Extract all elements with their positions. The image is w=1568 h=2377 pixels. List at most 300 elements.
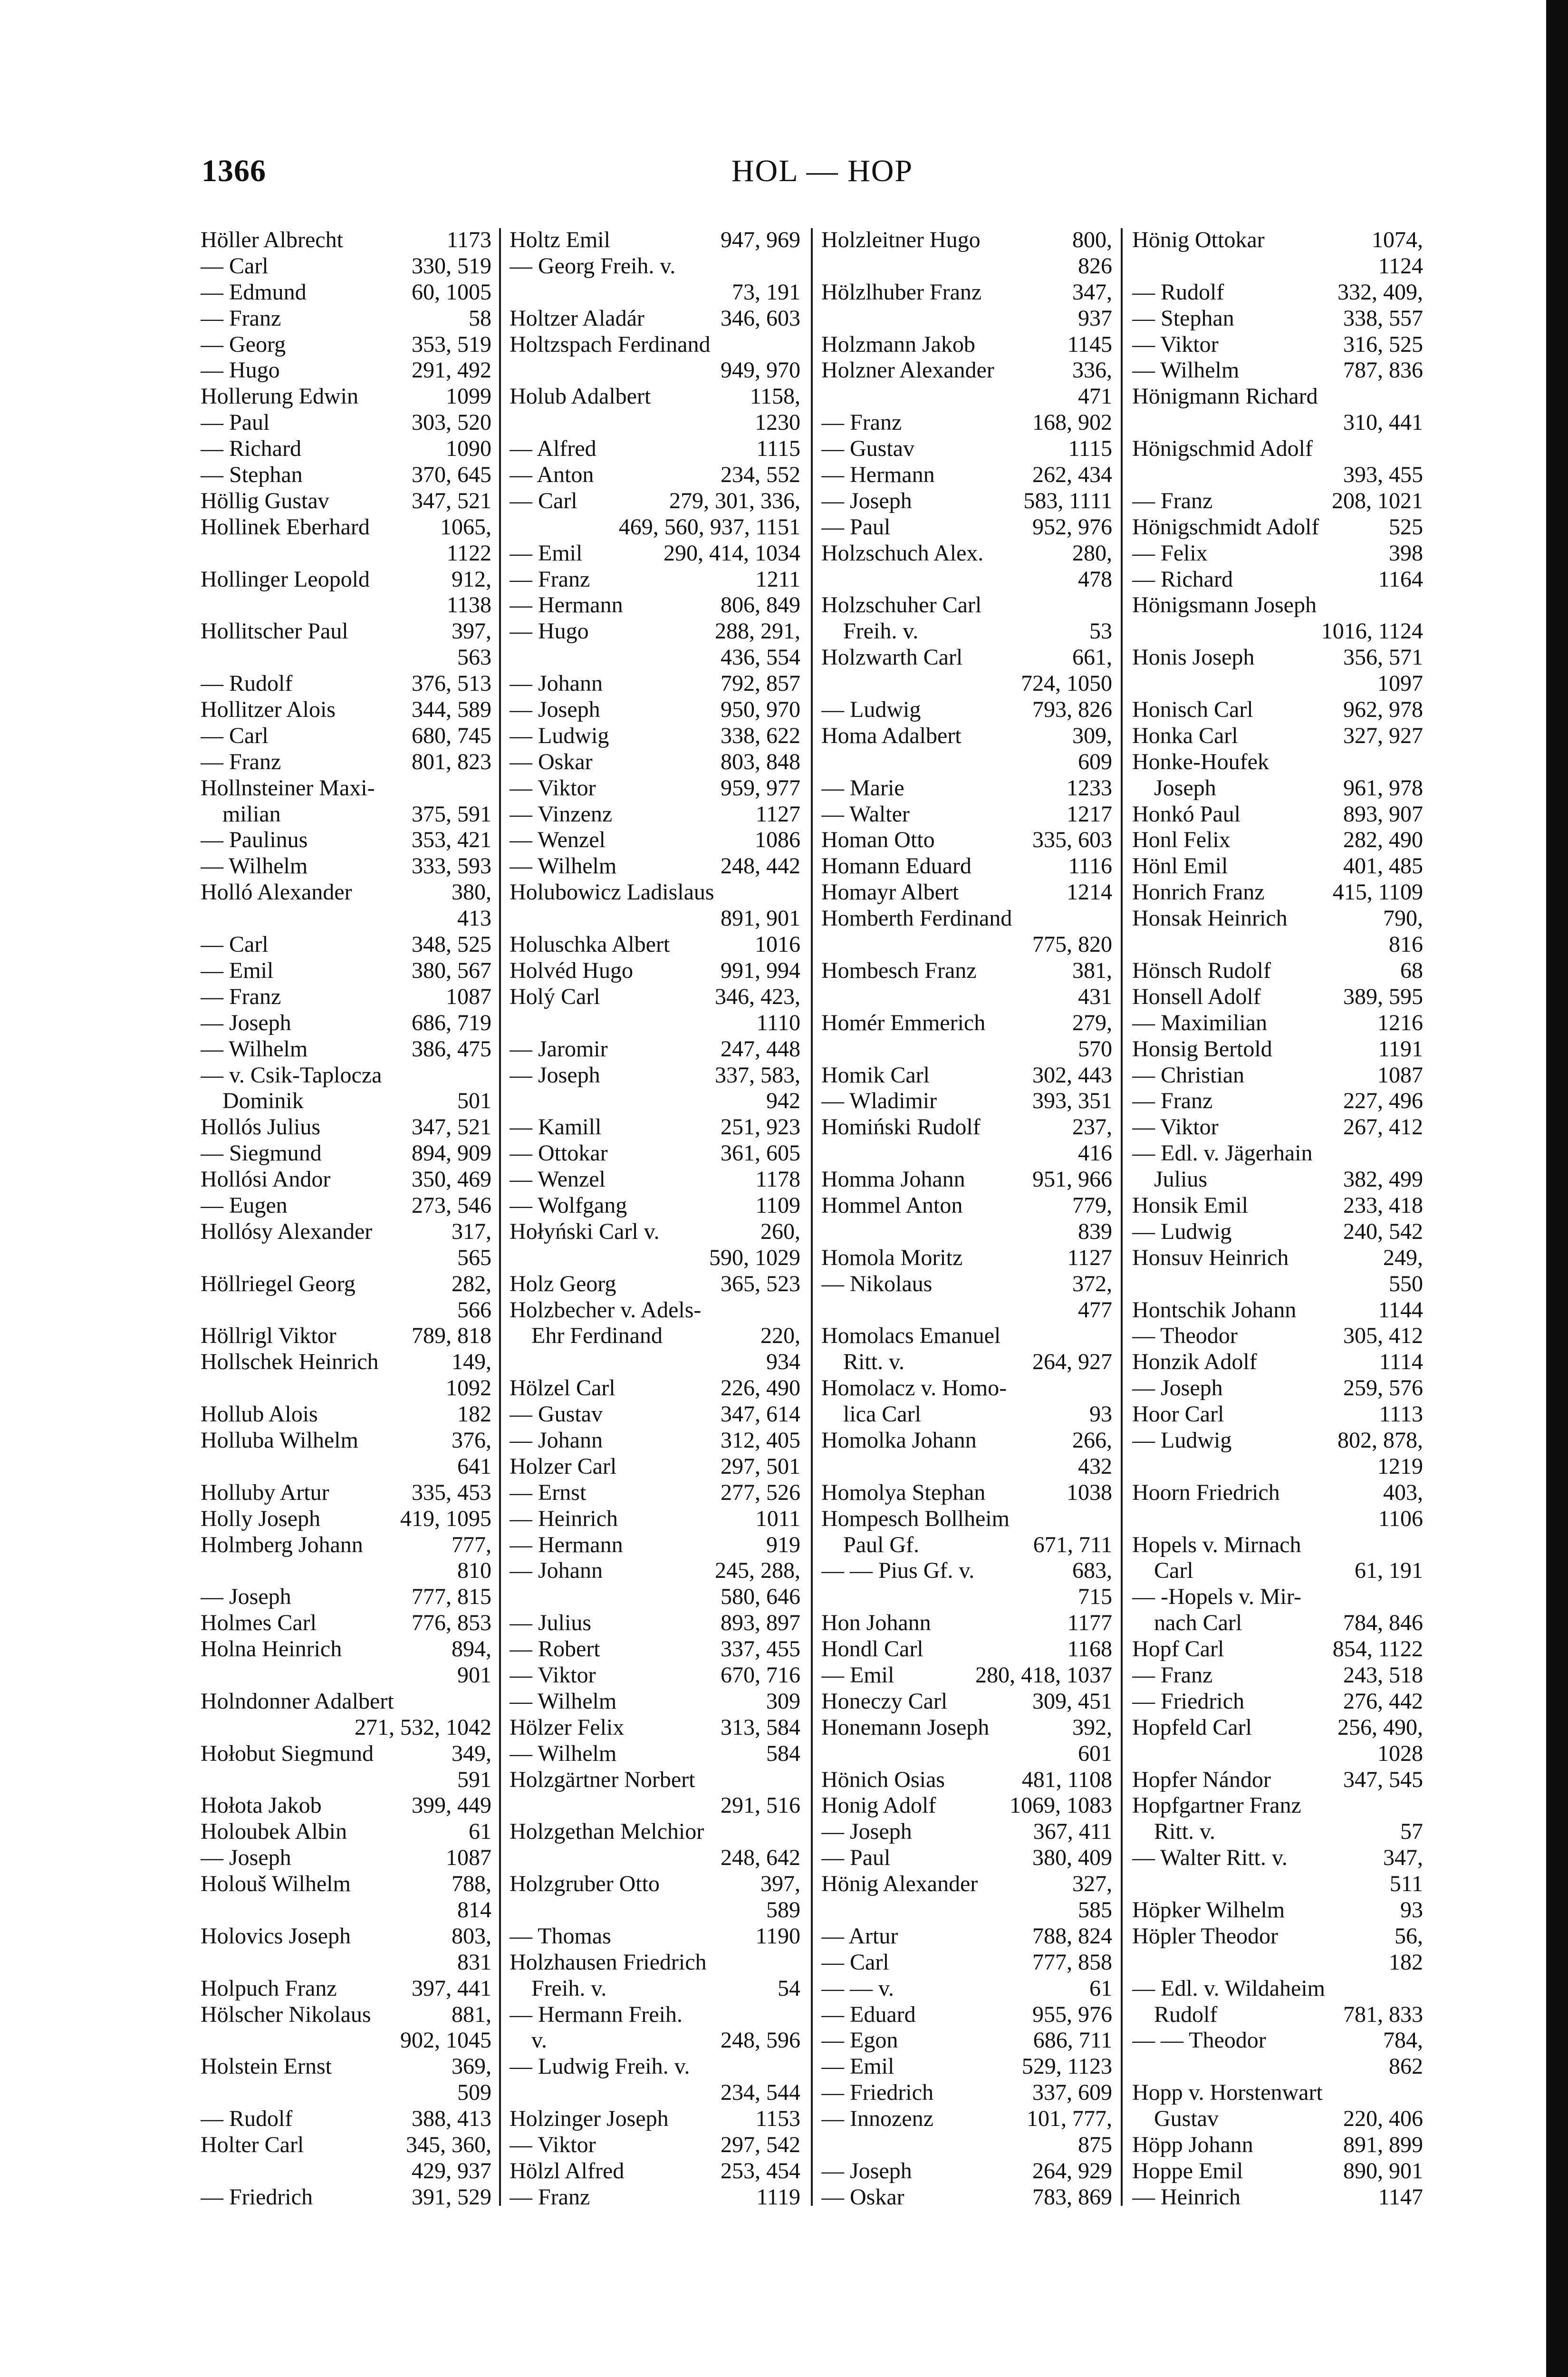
entry-name: — Wilhelm [510,1740,617,1766]
entry-page-refs: 370, 645 [412,462,491,488]
entry-name: Hollub Alois [201,1401,318,1427]
column-rule [1121,228,1123,2206]
entry-name: Hölzer Felix [510,1714,625,1740]
directory-entry [510,1480,800,1506]
entry-page-refs: 332, 409, [1337,279,1423,305]
entry-name: Ehr Ferdinand [531,1323,663,1349]
directory-entry [1132,1167,1423,1193]
directory-entry [510,1036,800,1063]
entry-page-refs: 57 [1400,1819,1423,1845]
entry-page-refs: 276, 442 [1343,1688,1423,1714]
entry-name [821,671,1016,697]
entry-name: — Rudolf [201,2106,293,2132]
entry-name: Homolka Johann [821,1427,977,1453]
entry-page-refs: 248, 596 [721,2028,800,2053]
entry-page-refs: 280, 418, 1037 [975,1662,1112,1688]
directory-entry [821,1950,1112,1976]
entry-page-refs: 875 [1078,2132,1112,2158]
entry-page-refs: 338, 622 [721,723,800,748]
entry-page-refs [1418,436,1423,462]
directory-entry [201,1063,491,1089]
entry-name: — Joseph [201,1584,291,1610]
entry-page-refs: 349, [452,1740,491,1766]
entry-name: Hon Johann [821,1610,931,1636]
directory-entry [821,1219,1112,1245]
entry-name: — Ludwig [821,697,921,723]
directory-entry [201,358,491,384]
entry-page-refs: 1109 [755,1192,800,1218]
entry-name: — Wilhelm [510,853,617,879]
entry-name: Hollinger Leopold [201,566,370,592]
entry-name: — Walter Ritt. v. [1132,1845,1288,1871]
directory-entry [821,2080,1112,2106]
entry-page-refs: 792, 857 [721,671,800,696]
entry-page-refs: 585 [1078,1897,1112,1923]
entry-page-refs [1418,592,1423,618]
directory-entry [510,1793,800,1819]
directory-entry [821,514,1112,541]
directory-entry [510,1689,800,1715]
directory-entry [201,1167,491,1193]
entry-name: Hönig Ottokar [1132,227,1265,252]
entry-name: — Robert [510,1636,600,1662]
entry-page-refs: 369, [452,2054,491,2079]
entry-name: Honemann Joseph [821,1714,990,1740]
entry-name: Hollschek Heinrich [201,1349,379,1375]
entry-name: — Viktor [1132,331,1219,357]
entry-name: — Franz [821,410,902,435]
entry-page-refs: 670, 716 [721,1662,800,1688]
entry-page-refs: 73, 191 [732,279,800,305]
entry-name: Holluba Wilhelm [201,1427,358,1453]
entry-page-refs: 240, 542 [1343,1218,1423,1244]
directory-entry [821,1297,1112,1324]
entry-page-refs: 429, 937 [412,2158,491,2184]
directory-entry [510,853,800,879]
entry-page-refs: 61, 191 [1355,1558,1423,1584]
directory-entry [821,749,1112,775]
directory-entry [1132,1506,1423,1532]
directory-entry [1132,2132,1423,2158]
directory-entry [1132,984,1423,1010]
directory-entry [201,1819,491,1845]
directory-entry [201,2184,491,2211]
entry-name: Hönigsmann Joseph [1132,592,1317,618]
entry-page-refs: 1219 [1377,1453,1423,1479]
entry-page-refs [796,1767,800,1793]
entry-name [201,1454,452,1480]
entry-name [821,1297,1073,1324]
entry-name: Holzinger Joseph [510,2106,669,2132]
entry-name: Hollinek Eberhard [201,514,370,540]
directory-entry [510,2158,800,2184]
directory-entry [510,567,800,593]
directory-entry [1132,1271,1423,1297]
entry-name: — Johann [510,1558,603,1584]
directory-entry [1132,2106,1423,2132]
directory-entry [1132,1662,1423,1689]
entry-page-refs: 243, 518 [1343,1662,1423,1688]
directory-entry [1132,1976,1423,2002]
entry-name: Gustav [1154,2106,1219,2132]
entry-page-refs: 391, 529 [412,2184,491,2210]
entry-page-refs: 1028 [1377,1740,1423,1766]
directory-entry [201,1088,491,1114]
directory-entry [201,1923,491,1950]
entry-name: — Emil [821,1662,895,1688]
entry-page-refs: 389, 595 [1343,984,1423,1009]
directory-entry [821,1584,1112,1610]
entry-page-refs: 912, [452,566,491,592]
directory-entry [201,958,491,984]
entry-name: Ritt. v. [1154,1819,1215,1845]
entry-page-refs: 959, 977 [721,775,800,801]
directory-entry [821,358,1112,384]
entry-page-refs: 376, 513 [412,671,491,696]
directory-entry [510,1715,800,1741]
entry-page-refs: 826 [1078,253,1112,279]
directory-entry [821,1767,1112,1793]
entry-page-refs: 262, 434 [1032,462,1112,488]
entry-page-refs: 947, 969 [721,227,800,252]
entry-page-refs [1418,1793,1423,1819]
entry-page-refs: 806, 849 [721,592,800,618]
entry-page-refs: 671, 711 [1033,1532,1112,1557]
entry-page-refs: 361, 605 [721,1140,800,1166]
entry-page-refs: 529, 1123 [1021,2054,1112,2079]
entry-name: Holter Carl [201,2132,304,2158]
entry-page-refs: 802, 878, [1337,1427,1423,1453]
directory-entry [201,1897,491,1923]
entry-name: — Paul [201,410,270,435]
directory-entry [510,2080,800,2106]
entry-page-refs: 891, 899 [1343,2132,1423,2158]
entry-page-refs: 413 [457,906,491,931]
entry-name: Homberth Ferdinand [821,906,1012,931]
directory-entry [510,1271,800,1297]
entry-name: Holluby Artur [201,1479,329,1505]
entry-page-refs: 777, 858 [1032,1949,1112,1975]
directory-entry [821,906,1112,932]
directory-entry [201,2028,491,2054]
entry-page-refs [1418,1140,1423,1167]
directory-entry [1132,1375,1423,1401]
entry-name: Homma Johann [821,1167,965,1192]
entry-name: Holna Heinrich [201,1636,342,1662]
entry-page-refs: 1069, 1083 [1010,1793,1112,1818]
directory-entry [510,906,800,932]
directory-entry [1132,1323,1423,1349]
entry-name: Höpler Theodor [1132,1923,1279,1949]
directory-entry [510,1088,800,1114]
entry-name [201,2080,452,2106]
entry-page-refs: 317, [452,1218,491,1244]
entry-name: Holzschuch Alex. [821,540,984,566]
entry-page-refs: 436, 554 [721,645,800,670]
entry-page-refs: 302, 443 [1032,1062,1112,1088]
entry-page-refs: 1016, 1124 [1321,618,1423,644]
entry-name: Julius [1154,1167,1208,1192]
entry-name: Homola Moritz [821,1245,963,1270]
directory-entry [821,1036,1112,1063]
directory-entry [1132,1558,1423,1584]
directory-entry [1132,1245,1423,1271]
entry-name: — Heinrich [1132,2184,1241,2210]
directory-entry [1132,280,1423,306]
entry-name: — Ludwig [1132,1427,1232,1453]
directory-entry [821,1167,1112,1193]
entry-name: — Egon [821,2028,898,2053]
entry-page-refs: 790, [1383,906,1423,931]
directory-entry [201,645,491,671]
entry-page-refs: 271, 532, 1042 [355,1714,491,1740]
entry-name: — Franz [201,984,281,1009]
directory-entry [1132,1063,1423,1089]
directory-entry [201,827,491,853]
directory-entry [510,541,800,567]
directory-entry [510,1010,800,1036]
entry-name: — Wolfgang [510,1192,627,1218]
entry-page-refs [487,775,491,802]
entry-name: — Theodor [1132,1323,1238,1349]
entry-name: Honsuv Heinrich [1132,1245,1289,1270]
entry-name: Holzmann Jakob [821,331,975,357]
entry-page-refs: 367, 411 [1033,1819,1112,1845]
entry-name [821,384,1073,410]
entry-page-refs: 715 [1078,1584,1112,1610]
entry-name [510,410,750,436]
entry-name: — Wenzel [510,1167,606,1192]
entry-page-refs: 1092 [446,1375,491,1401]
directory-entry [821,645,1112,671]
entry-page-refs: 1217 [1067,801,1112,827]
directory-entry [201,1506,491,1532]
entry-name: — Joseph [1132,1375,1223,1401]
directory-entry [510,1871,800,1897]
entry-name: Holmberg Johann [201,1532,363,1557]
entry-page-refs: 1138 [446,592,491,618]
entry-name: lica Carl [843,1401,921,1427]
entry-page-refs: 375, 591 [412,801,491,827]
entry-name: Hönl Emil [1132,853,1228,879]
directory-entry [201,1297,491,1324]
entry-page-refs: 783, 869 [1032,2184,1112,2210]
directory-entry [821,723,1112,749]
entry-name: Holndonner Adalbert [201,1688,394,1714]
entry-name: — Carl [201,253,269,279]
entry-name [201,1297,452,1324]
directory-entry [1132,436,1423,462]
entry-name: Homik Carl [821,1062,930,1088]
directory-entry [510,1454,800,1480]
entry-page-refs: 803, 848 [721,749,800,774]
entry-name [821,306,1073,332]
entry-name: milian [222,801,281,827]
entry-name [821,567,1073,593]
directory-entry [821,1506,1112,1532]
entry-name: Hopfeld Carl [1132,1714,1252,1740]
entry-name [201,1662,452,1689]
entry-page-refs: 609 [1078,749,1112,774]
entry-name [1132,671,1373,697]
entry-name: Hondl Carl [821,1636,923,1662]
entry-name [510,906,716,932]
directory-entry [1132,906,1423,932]
entry-name: Hontschik Johann [1132,1297,1297,1323]
entry-name: — Siegmund [201,1140,322,1166]
entry-name: — Hermann Freih. [510,2001,683,2027]
directory-entry [821,827,1112,853]
entry-page-refs: 601 [1078,1740,1112,1766]
entry-name: Hollós Julius [201,1114,321,1140]
entry-name: — Joseph [821,2158,912,2184]
entry-page-refs: 182 [1389,1949,1423,1975]
directory-entry [821,541,1112,567]
entry-page-refs: 376, [452,1427,491,1453]
entry-page-refs: 776, 853 [412,1610,491,1636]
entry-name: — Edmund [201,279,307,305]
entry-name: Homolacz v. Homo- [821,1375,1007,1401]
directory-entry [201,1480,491,1506]
entry-name: — Johann [510,1427,603,1453]
entry-name: Hoppe Emil [1132,2158,1243,2184]
directory-entry [1132,592,1423,618]
directory-entry [821,488,1112,514]
directory-entry [821,1010,1112,1036]
entry-page-refs [1418,1976,1423,2002]
entry-page-refs: 893, 897 [721,1610,800,1636]
directory-entry [1132,462,1423,488]
entry-page-refs [1107,1375,1112,1401]
entry-name: — Wilhelm [201,1036,308,1062]
entry-name: — Kamill [510,1114,602,1140]
directory-entry [821,2002,1112,2028]
directory-entry [201,1401,491,1428]
entry-name [510,1845,716,1871]
entry-page-refs: 1147 [1378,2184,1423,2210]
entry-page-refs [796,1819,800,1845]
entry-page-refs: 347, [1072,279,1112,305]
directory-entry [1132,306,1423,332]
entry-name: — Ottokar [510,1140,608,1166]
entry-name [1132,462,1338,488]
entry-name: — Emil [821,2054,895,2079]
directory-entry [201,1323,491,1349]
entry-name [821,749,1073,775]
entry-page-refs: 563 [457,645,491,670]
entry-page-refs: 309, 451 [1032,1688,1112,1714]
entry-page-refs: 251, 923 [721,1114,800,1140]
directory-entry [201,1010,491,1036]
entry-page-refs: 353, 421 [412,827,491,853]
entry-page-refs: 1115 [1068,436,1112,462]
entry-page-refs: 901 [457,1662,491,1688]
entry-page-refs [796,2002,800,2028]
entry-page-refs: 297, 542 [721,2132,800,2158]
directory-entry [821,2132,1112,2158]
entry-name: Hompesch Bollheim [821,1506,1010,1531]
entry-page-refs: 316, 525 [1343,331,1423,357]
entry-name: Honeczy Carl [821,1688,948,1714]
directory-entry [1132,618,1423,645]
directory-entry [1132,1532,1423,1558]
entry-page-refs: 680, 745 [412,723,491,748]
directory-entry [201,2106,491,2132]
entry-name: — Rudolf [201,671,293,696]
directory-entry [201,775,491,802]
directory-entry [201,2080,491,2106]
directory-entry [821,1610,1112,1636]
entry-page-refs: 61 [1089,1975,1112,2001]
entry-page-refs: 415, 1109 [1332,879,1423,905]
entry-name: Holouš Wilhelm [201,1871,351,1897]
entry-name: Honke-Houfek [1132,749,1269,774]
directory-entry [510,1897,800,1923]
directory-entry [510,1323,800,1349]
entry-name: — Ludwig Freih. v. [510,2054,690,2079]
entry-name: — Paulinus [201,827,308,853]
entry-name: Hönigmann Richard [1132,384,1318,409]
entry-name [1132,932,1384,958]
directory-entry [510,1662,800,1689]
entry-page-refs: 1115 [756,436,800,462]
page-number: 1366 [202,154,266,188]
entry-page-refs: 220, [760,1323,800,1349]
directory-entry [1132,671,1423,697]
directory-entry [1132,1036,1423,1063]
entry-name: Hołobut Siegmund [201,1740,374,1766]
entry-name: Homayr Albert [821,879,959,905]
directory-entry [201,1219,491,1245]
entry-page-refs: 1087 [446,984,491,1009]
entry-page-refs: 234, 544 [721,2080,800,2106]
entry-page-refs: 1173 [446,227,491,252]
entry-name: Hollitzer Alois [201,697,336,723]
entry-page-refs: 348, 525 [412,932,491,957]
directory-entry [510,1245,800,1271]
entry-name: — Franz [510,2184,590,2210]
entry-name: — Gustav [821,436,914,462]
entry-page-refs: 550 [1389,1271,1423,1296]
directory-entry [201,1271,491,1297]
directory-entry [1132,1140,1423,1167]
directory-entry [201,1428,491,1454]
directory-entry [821,384,1112,410]
entry-page-refs: 590, 1029 [709,1245,800,1270]
entry-page-refs: 583, 1111 [1023,488,1112,513]
entry-page-refs [487,1063,491,1089]
directory-entry [821,1819,1112,1845]
entry-page-refs: 337, 609 [1032,2080,1112,2106]
entry-page-refs: 220, 406 [1343,2106,1423,2132]
directory-entry [201,984,491,1010]
entry-name: — Stephan [1132,305,1234,331]
entry-page-refs: 1090 [446,436,491,462]
entry-name: — Joseph [821,488,912,513]
entry-page-refs: 1074, [1372,227,1423,252]
entry-page-refs: 346, 603 [721,305,800,331]
entry-name [510,280,727,306]
entry-name [201,592,442,618]
entry-page-refs: 397, [452,618,491,644]
directory-entry [510,723,800,749]
directory-entry [821,671,1112,697]
entry-name: Hönig Alexander [821,1871,978,1897]
entry-page-refs: 260, [760,1218,800,1244]
entry-page-refs: 1144 [1378,1297,1423,1323]
directory-entry [821,1923,1112,1950]
entry-name: — Nikolaus [821,1271,933,1296]
